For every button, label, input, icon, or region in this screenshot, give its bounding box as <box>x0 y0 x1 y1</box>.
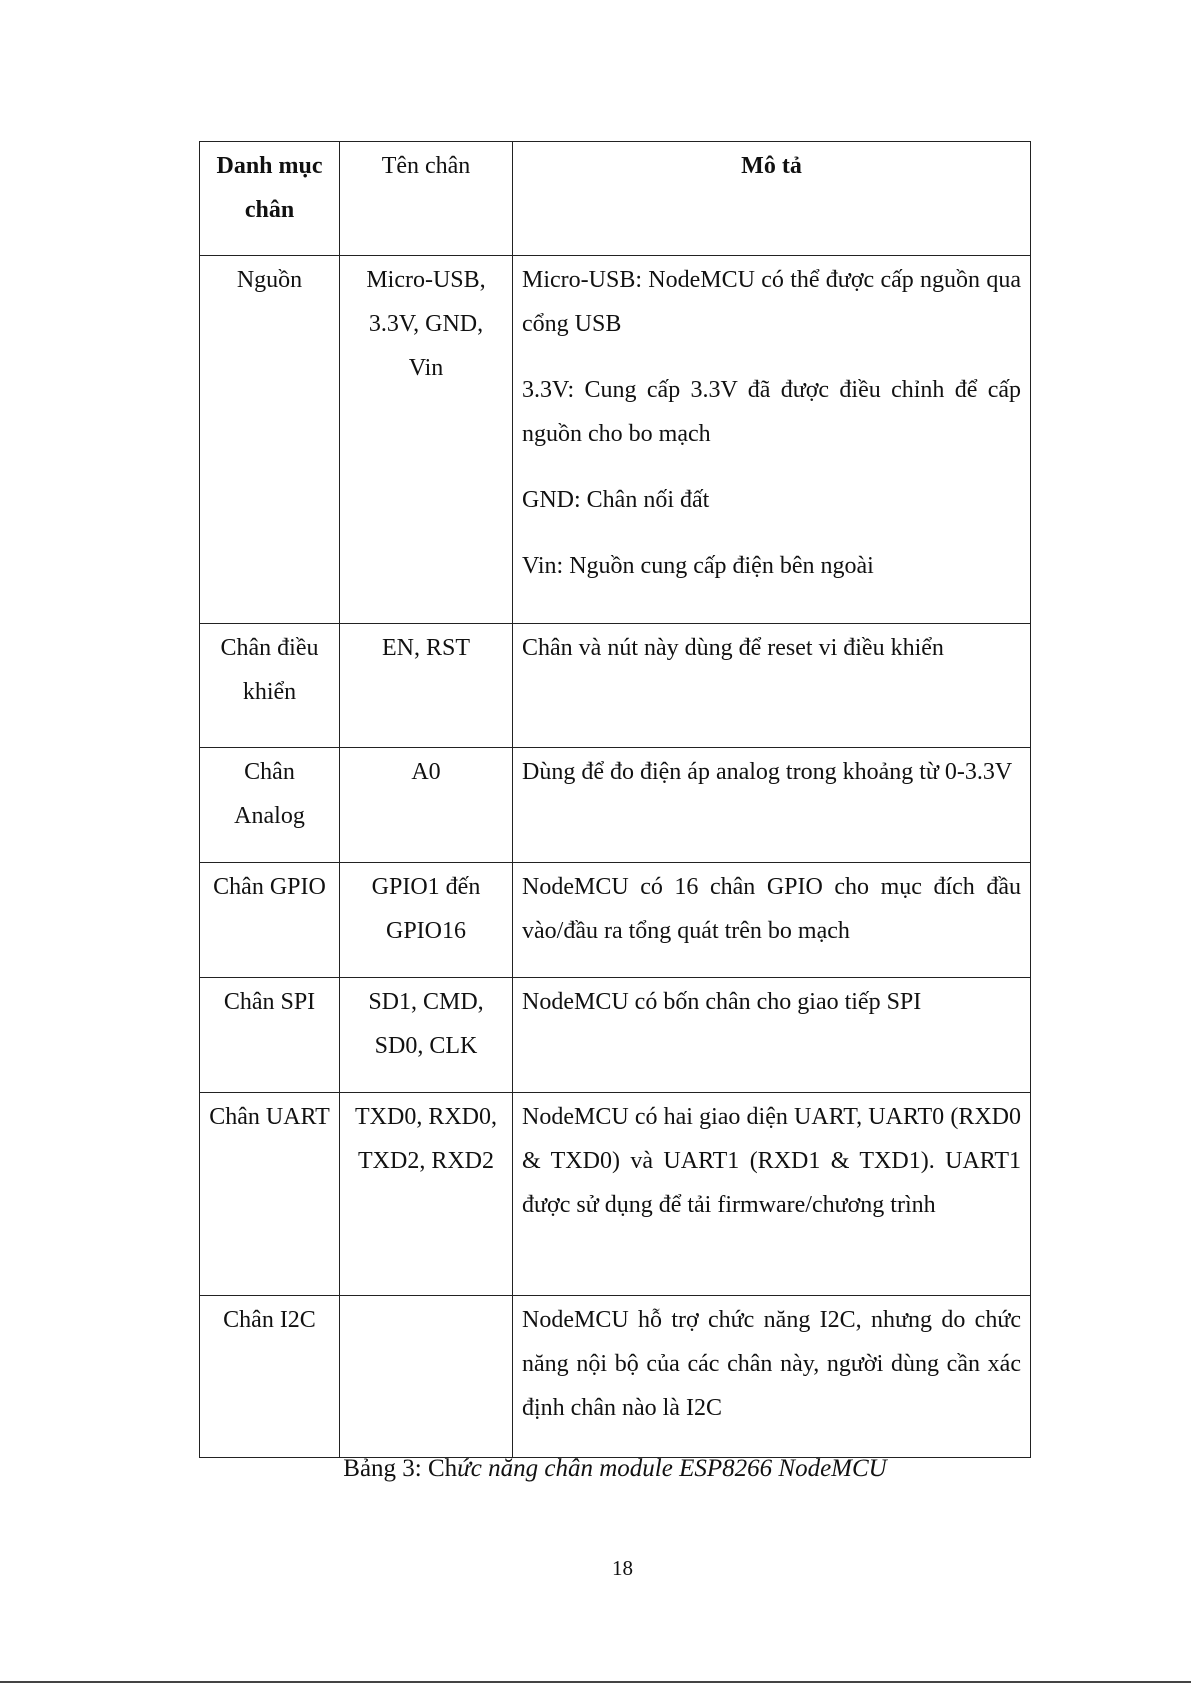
pin-category-cell: Chân Analog <box>200 748 340 863</box>
description-paragraph: NodeMCU hỗ trợ chức năng I2C, nhưng do chức năng nội bộ của các chân này, người dùng cần xác định chân nào là I2C <box>522 1307 1021 1421</box>
table-row <box>200 748 1031 863</box>
table-caption <box>0 1452 1191 1486</box>
table-row <box>200 1093 1031 1296</box>
pin-name-cell <box>340 1296 513 1458</box>
description-paragraph: Micro-USB: NodeMCU có thể được cấp nguồn qua cổng USB <box>522 267 1021 337</box>
caption-lead: Bảng 3: Ch <box>343 1455 458 1482</box>
header-category: Danh mục chân <box>200 142 340 256</box>
description-paragraph: 3.3V: Cung cấp 3.3V đã được điều chỉnh để cấp nguồn cho bo mạch <box>522 377 1021 447</box>
table-header-row <box>200 142 1031 256</box>
pin-category-cell: Chân SPI <box>200 978 340 1093</box>
table-row <box>200 256 1031 624</box>
table-row <box>200 624 1031 748</box>
pin-function-table <box>199 141 1031 1458</box>
table-row <box>200 978 1031 1093</box>
page-number: 18 <box>612 1556 633 1580</box>
pin-name-cell: A0 <box>340 748 513 863</box>
pin-name-cell: GPIO1 đến GPIO16 <box>340 863 513 978</box>
table-row <box>200 863 1031 978</box>
bottom-rule <box>0 1681 1191 1683</box>
description-cell <box>513 624 1031 748</box>
description-paragraph: NodeMCU có bốn chân cho giao tiếp SPI <box>522 989 922 1015</box>
pin-name-cell: Micro-USB, 3.3V, GND, Vin <box>340 256 513 624</box>
pin-category-cell: Nguồn <box>200 256 340 624</box>
pin-category-cell: Chân GPIO <box>200 863 340 978</box>
pin-category-cell: Chân I2C <box>200 1296 340 1458</box>
table-row <box>200 1296 1031 1458</box>
pin-name-cell: SD1, CMD, SD0, CLK <box>340 978 513 1093</box>
description-paragraph: NodeMCU có 16 chân GPIO cho mục đích đầu vào/đầu ra tổng quát trên bo mạch <box>522 874 1021 944</box>
description-cell <box>513 748 1031 863</box>
description-cell <box>513 1093 1031 1296</box>
pin-name-cell: EN, RST <box>340 624 513 748</box>
pin-category-cell: Chân điều khiển <box>200 624 340 748</box>
description-paragraph: Dùng để đo điện áp analog trong khoảng từ 0-3.3V <box>522 759 1013 785</box>
pin-name-cell: TXD0, RXD0, TXD2, RXD2 <box>340 1093 513 1296</box>
caption-rest: ức năng chân module ESP8266 NodeMCU <box>457 1455 887 1482</box>
pin-category-cell: Chân UART <box>200 1093 340 1296</box>
description-paragraph: Vin: Nguồn cung cấp điện bên ngoài <box>522 553 874 579</box>
header-pin-name: Tên chân <box>340 142 513 256</box>
description-cell <box>513 863 1031 978</box>
description-cell <box>513 978 1031 1093</box>
description-cell <box>513 1296 1031 1458</box>
description-cell <box>513 256 1031 624</box>
header-description: Mô tả <box>513 142 1031 256</box>
description-paragraph: NodeMCU có hai giao diện UART, UART0 (RXD0 & TXD0) và UART1 (RXD1 & TXD1). UART1 được sử dụng để tải firmware/chương trình <box>522 1104 1021 1218</box>
description-paragraph: GND: Chân nối đất <box>522 487 710 513</box>
description-paragraph: Chân và nút này dùng để reset vi điều khiển <box>522 635 944 661</box>
